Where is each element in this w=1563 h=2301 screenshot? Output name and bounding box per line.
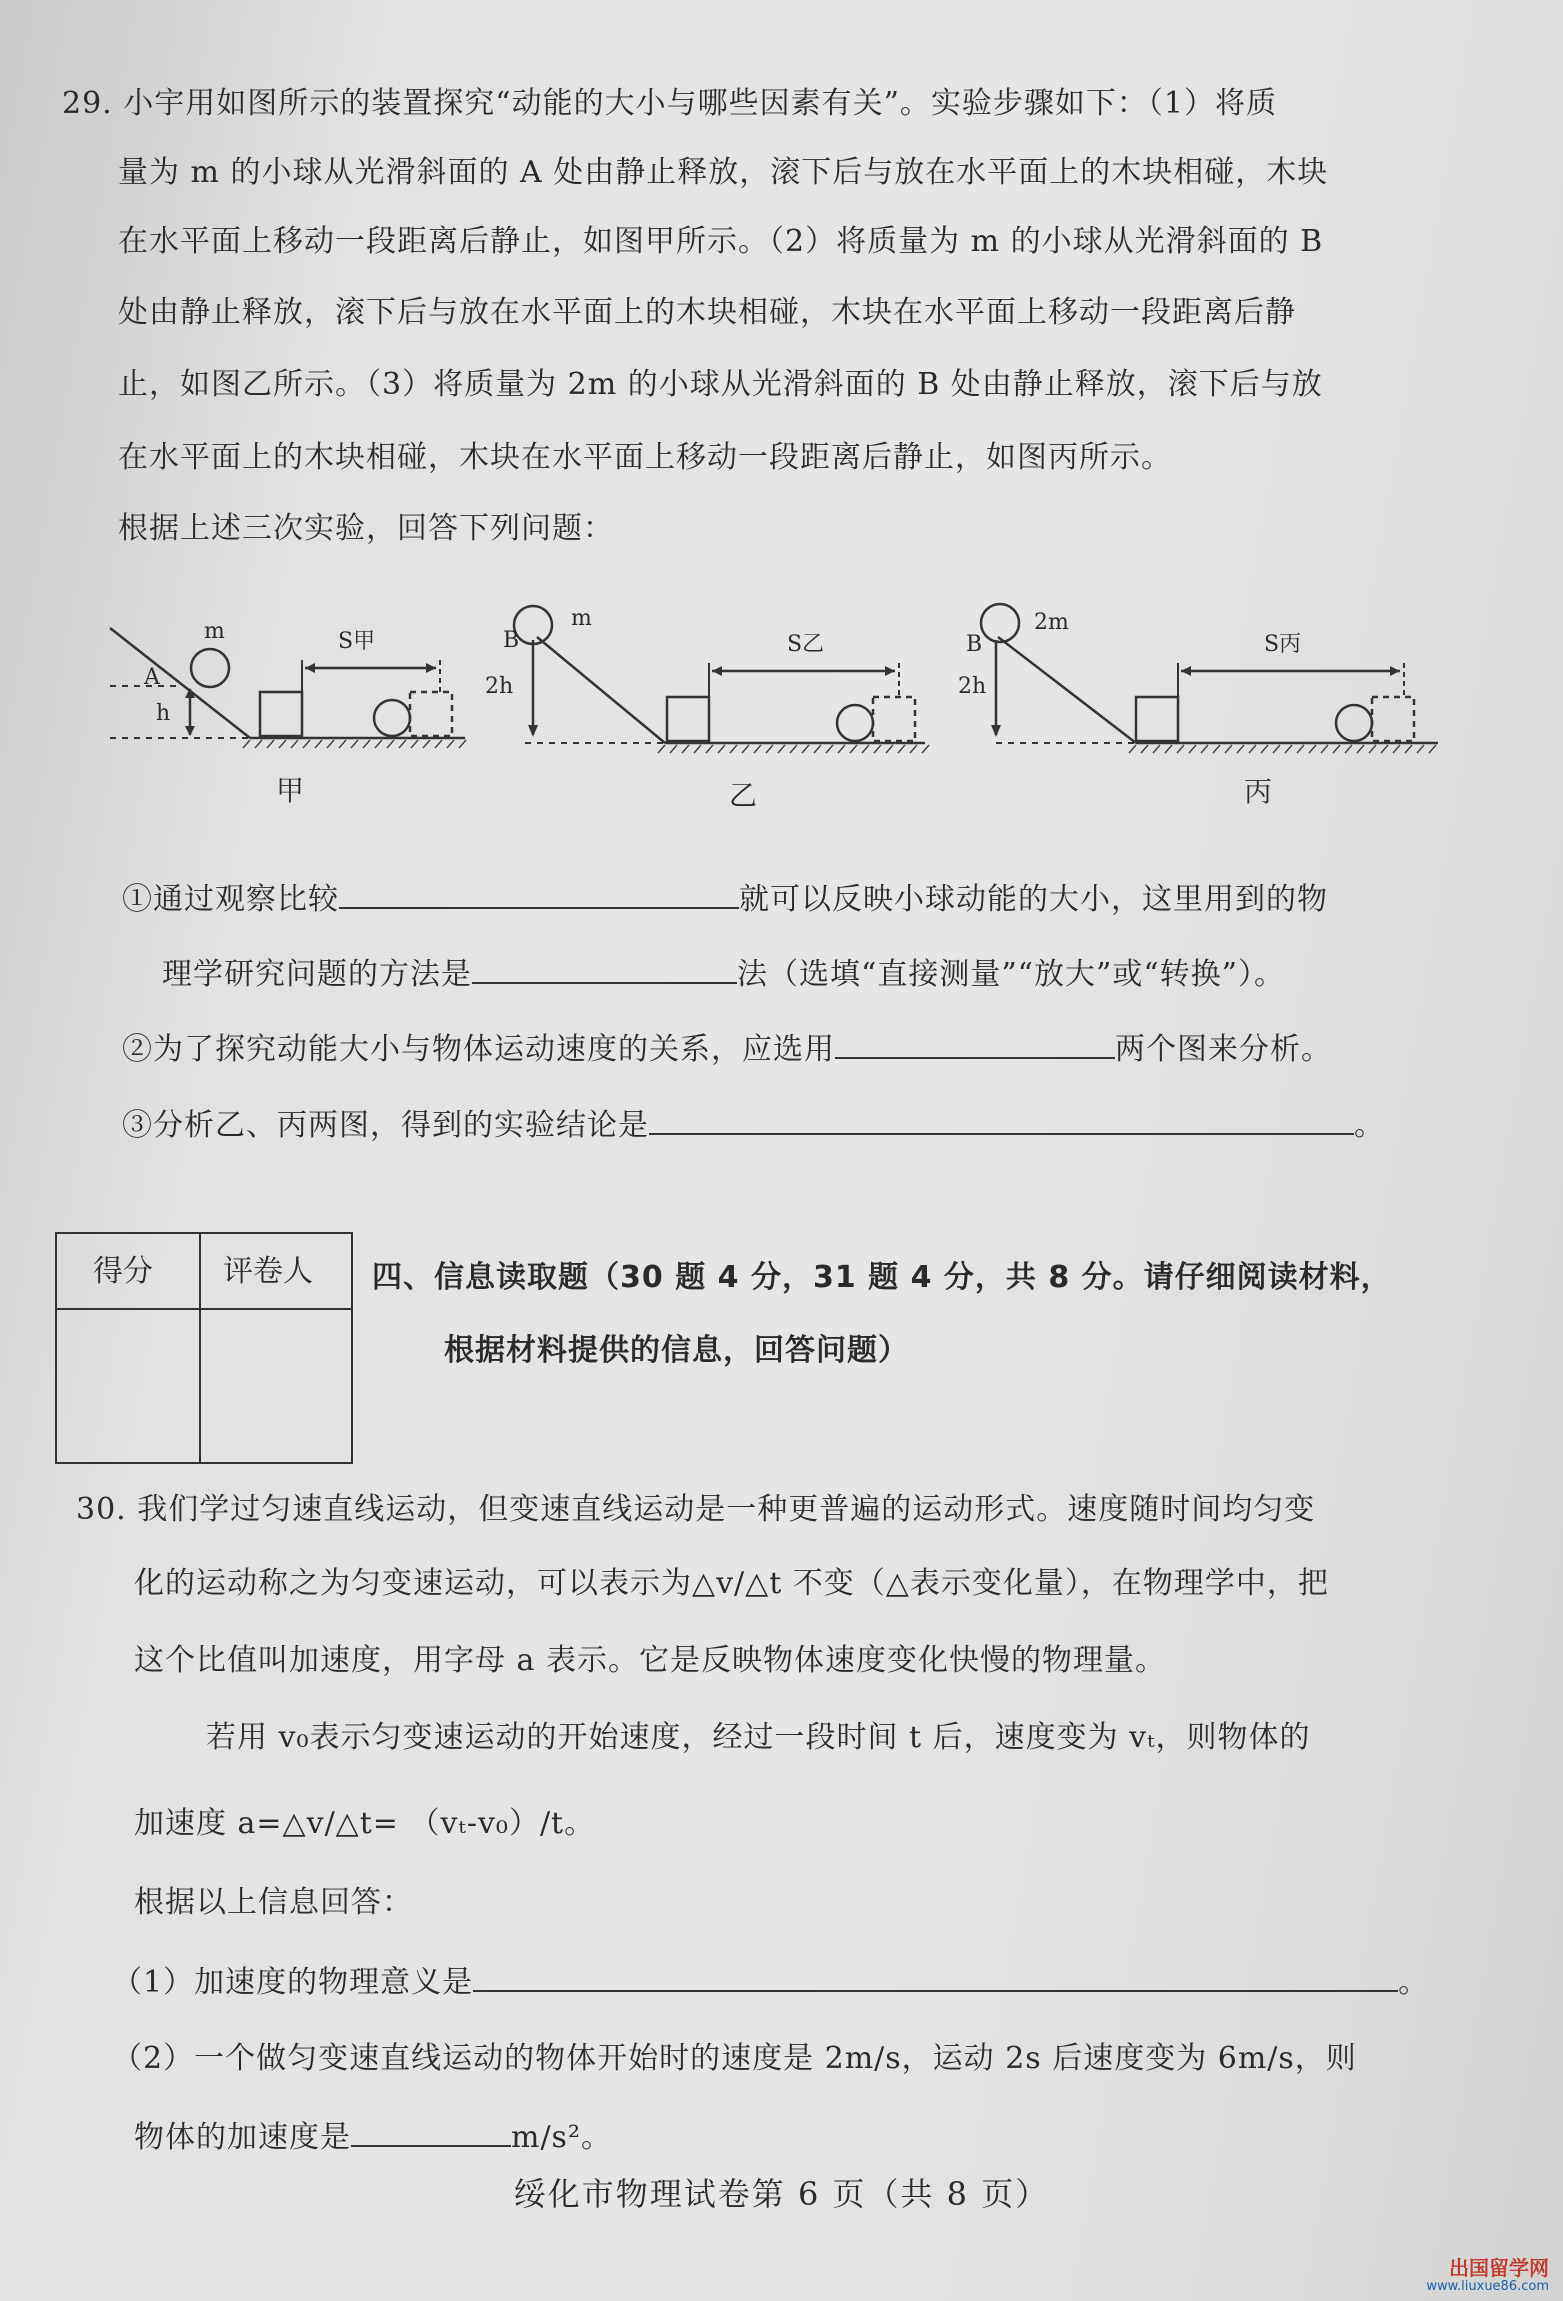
q30-line-3: 这个比值叫加速度，用字母 a 表示。它是反映物体速度变化快慢的物理量。	[134, 1643, 1166, 1678]
q30-sub2-prefix: 物体的加速度是	[134, 2120, 351, 2155]
q30-sub1-prefix: （1）加速度的物理意义是	[112, 1965, 474, 2000]
fig-jia-caption: 甲	[276, 774, 305, 807]
q29-sub1b-suffix: 法（选填“直接测量”“放大”或“转换”）。	[737, 957, 1286, 992]
q29-sub1b-prefix: 理学研究问题的方法是	[162, 957, 472, 992]
fig-yi-point: B	[503, 628, 520, 653]
grader-label: 评卷人	[223, 1254, 313, 1289]
q29-line-3: 在水平面上移动一段距离后静止，如图甲所示。（2）将质量为 m 的小球从光滑斜面的 B	[118, 224, 1324, 259]
watermark-url: www.liuxue86.com	[1426, 2279, 1549, 2294]
q30-acceleration-blank[interactable]	[351, 2117, 511, 2147]
fig-jia-dist: S甲	[338, 629, 376, 654]
q29-line-4: 处由静止释放，滚下后与放在水平面上的木块相碰，木块在水平面上移动一段距离后静	[118, 295, 1296, 330]
q29-sub3-suffix: 。	[1354, 1108, 1385, 1143]
fig-yi-caption: 乙	[729, 779, 758, 812]
q30-sub2-unit: m/s²。	[511, 2120, 612, 2155]
q30-sub2-line-2	[134, 2117, 612, 2158]
q29-line-5: 止，如图乙所示。（3）将质量为 2m 的小球从光滑斜面的 B 处由静止释放，滚下后与放	[118, 367, 1323, 402]
q29-sub3-blank[interactable]	[649, 1105, 1354, 1135]
score-table	[55, 1232, 353, 1464]
fig-bing-caption: 丙	[1244, 775, 1273, 808]
q30-sub1	[112, 1962, 1429, 2003]
q29-sub1-blank[interactable]	[339, 879, 739, 909]
figure-yi	[485, 595, 945, 825]
fig-bing-dist: S丙	[1264, 632, 1302, 657]
q29-sub3-prefix: ③分析乙、丙两图，得到的实验结论是	[122, 1108, 649, 1143]
q30-sub2: （2）一个做匀变速直线运动的物体开始时的速度是 2m/s，运动 2s 后速度变为 6m/s，则	[112, 2041, 1357, 2076]
q30-sub1-suffix: 。	[1398, 1965, 1430, 2000]
q29-method-blank[interactable]	[472, 954, 737, 984]
fig-jia-mass: m	[204, 619, 225, 644]
fig-bing-point: B	[966, 632, 983, 657]
q30-line-1: 30. 我们学过匀速直线运动，但变速直线运动是一种更普遍的运动形式。速度随时间均匀变	[76, 1492, 1316, 1527]
q29-sub3	[122, 1105, 1385, 1146]
fig-bing-height: 2h	[958, 674, 987, 699]
fig-yi-dist: S乙	[787, 632, 825, 657]
q29-sub1-line-2	[162, 954, 1285, 995]
q29-sub1-line-1	[122, 879, 1328, 920]
site-watermark	[1426, 2257, 1549, 2295]
q30-sub1-blank[interactable]	[473, 1962, 1398, 1992]
q29-sub1-prefix: ①通过观察比较	[122, 882, 339, 917]
fig-yi-mass: m	[571, 606, 592, 631]
q29-sub2	[122, 1029, 1332, 1070]
watermark-name: 出国留学网	[1449, 2256, 1549, 2280]
q29-line-1: 29. 小宇用如图所示的装置探究“动能的大小与哪些因素有关”。实验步骤如下：（1）将质	[62, 86, 1278, 121]
q29-sub1-suffix: 就可以反映小球动能的大小，这里用到的物	[739, 882, 1328, 917]
section4-heading-2: 根据材料提供的信息，回答问题）	[444, 1333, 909, 1368]
q30-line-2: 化的运动称之为匀变速运动，可以表示为△v/△t 不变（△表示变化量），在物理学中，把	[134, 1566, 1329, 1601]
fig-jia-point: A	[144, 665, 160, 690]
q29-sub2-suffix: 两个图来分析。	[1115, 1032, 1332, 1067]
q29-line-2: 量为 m 的小球从光滑斜面的 A 处由静止释放，滚下后与放在水平面上的木块相碰，木块	[118, 155, 1329, 190]
fig-jia-height: h	[156, 701, 171, 726]
score-table-divider	[199, 1234, 201, 1462]
section4-heading-1: 四、信息读取题（30 题 4 分，31 题 4 分，共 8 分。请仔细阅读材料，	[372, 1260, 1392, 1295]
page-footer: 绥化市物理试卷第 6 页（共 8 页）	[513, 2175, 1050, 2213]
q29-line-7: 根据上述三次实验，回答下列问题：	[118, 511, 614, 546]
q30-line-6: 根据以上信息回答：	[134, 1885, 413, 1920]
q30-line-4: 若用 v₀表示匀变速运动的开始速度，经过一段时间 t 后，速度变为 vₜ，则物体的	[206, 1720, 1311, 1755]
score-table-header-rule	[57, 1308, 351, 1310]
figure-bing	[958, 595, 1448, 825]
q30-line-5: 加速度 a=△v/△t= （vₜ-v₀）/t。	[134, 1806, 596, 1841]
fig-yi-height: 2h	[485, 674, 514, 699]
q29-sub2-prefix: ②为了探究动能大小与物体运动速度的关系，应选用	[122, 1032, 835, 1067]
q29-line-6: 在水平面上的木块相碰，木块在水平面上移动一段距离后静止，如图丙所示。	[118, 440, 1172, 475]
q29-sub2-blank[interactable]	[835, 1029, 1115, 1059]
figure-jia	[100, 600, 480, 820]
score-label: 得分	[93, 1254, 153, 1289]
fig-bing-mass: 2m	[1034, 610, 1069, 635]
